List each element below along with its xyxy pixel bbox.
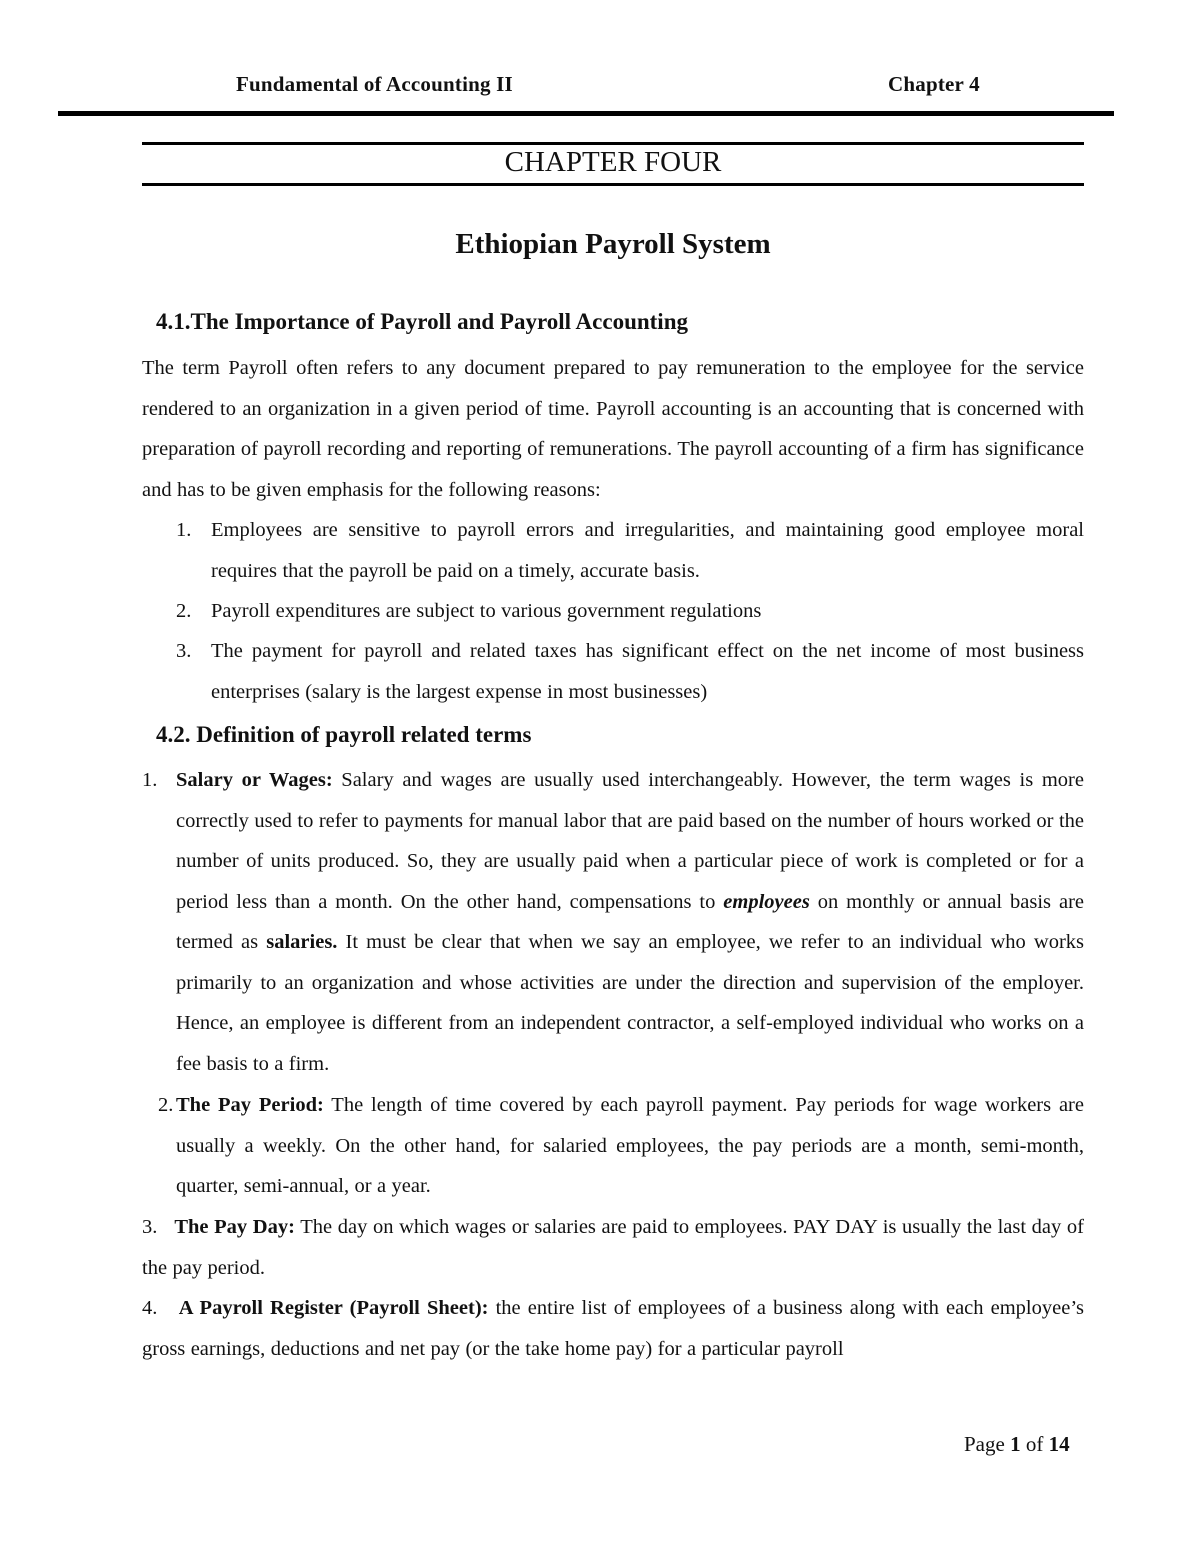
term-text: It must be clear that when we say an employee, we refer to an individual who works primarily to an organization and whose activities are under the direction and supervision of the employer. Hence, an employee is different from an independent contractor, a self-employed individual who works on a fee basis to a firm.: [176, 931, 1085, 1075]
term-text: The length of time covered by each payroll payment. Pay periods for wage workers are usually a weekly. On the other hand, for salaried employees, the pay periods are a month, semi-month, quarter, semi-annual, or a year.: [176, 1094, 1084, 1197]
reason-item: Payroll expenditures are subject to various government regulations: [211, 600, 762, 622]
reason-item: Employees are sensitive to payroll errors and irregularities, and maintaining good employee moral requires that the payroll be paid on a timely, accurate basis.: [211, 519, 1084, 582]
section-number: 4.2.: [156, 722, 191, 747]
term-label: Salary or Wages:: [176, 769, 333, 791]
term-number: 1.: [142, 769, 158, 791]
term-label: The Pay Period:: [176, 1094, 324, 1116]
header-course-title: Fundamental of Accounting II: [236, 72, 513, 96]
header-rule: [58, 111, 1114, 116]
term-payroll-register: [142, 1288, 1084, 1369]
reason-number: 2.: [176, 600, 192, 622]
section-4-1-heading: [156, 309, 688, 335]
section-4-2-heading: [156, 722, 531, 748]
term-number: 2.: [158, 1094, 174, 1116]
total-pages: 14: [1048, 1432, 1070, 1456]
section-4-1-intro-paragraph: The term Payroll often refers to any document prepared to pay remuneration to the employee for the service rendered to an organization in a given period of time. Payroll accounting is an accounting that is concerned with preparation of payroll recording and reporting of remunerations. The payroll accounting of a firm has significance and has to be given emphasis for the following reasons:: [142, 357, 1084, 501]
term-pay-day: [142, 1207, 1084, 1288]
document-title: Ethiopian Payroll System: [455, 228, 771, 260]
chapter-title: CHAPTER FOUR: [504, 146, 722, 178]
reason-item: The payment for payroll and related taxes has significant effect on the net income of most business enterprises (salary is the largest expense in most businesses): [211, 640, 1084, 703]
term-bold: salaries.: [266, 931, 338, 953]
page-number-footer: [964, 1432, 1070, 1457]
term-number: 3.: [142, 1216, 158, 1238]
of-word: of: [1025, 1432, 1044, 1456]
reason-number: 3.: [176, 640, 192, 662]
chapter-title-bottom-rule: [142, 183, 1084, 186]
term-label: A Payroll Register (Payroll Sheet):: [178, 1297, 489, 1319]
page-word: Page: [964, 1432, 1005, 1456]
term-salary-or-wages: [176, 760, 1084, 1084]
chapter-title-top-rule: [142, 142, 1084, 145]
term-label: The Pay Day:: [174, 1216, 295, 1238]
section-number: 4.1.: [156, 309, 191, 334]
term-text: Salary and wages are usually used interchangeably. However, the term wages is more correctly used to refer to payments for manual labor that are paid based on the number of hours worked or the number of units produced. So, they are usually paid when a particular piece of work is completed or for a period less than a month. On the other hand, compensations to: [176, 769, 1084, 913]
term-pay-period: [176, 1085, 1084, 1207]
term-text: The day on which wages or salaries are paid to employees. PAY DAY is usually the last day of the pay period.: [142, 1216, 1084, 1279]
section-title: The Importance of Payroll and Payroll Accounting: [190, 309, 688, 334]
term-emphasis: employees: [723, 890, 810, 913]
reason-number: 1.: [176, 519, 192, 541]
term-text: the entire list of employees of a business along with each employee’s gross earnings, deductions and net pay (or the take home pay) for a particular payroll: [142, 1297, 1085, 1360]
header-chapter-label: Chapter 4: [888, 72, 980, 96]
section-title: Definition of payroll related terms: [196, 722, 532, 747]
current-page: 1: [1010, 1432, 1021, 1456]
term-text: on monthly or annual basis are termed as: [176, 890, 1084, 953]
term-number: 4.: [142, 1297, 158, 1319]
